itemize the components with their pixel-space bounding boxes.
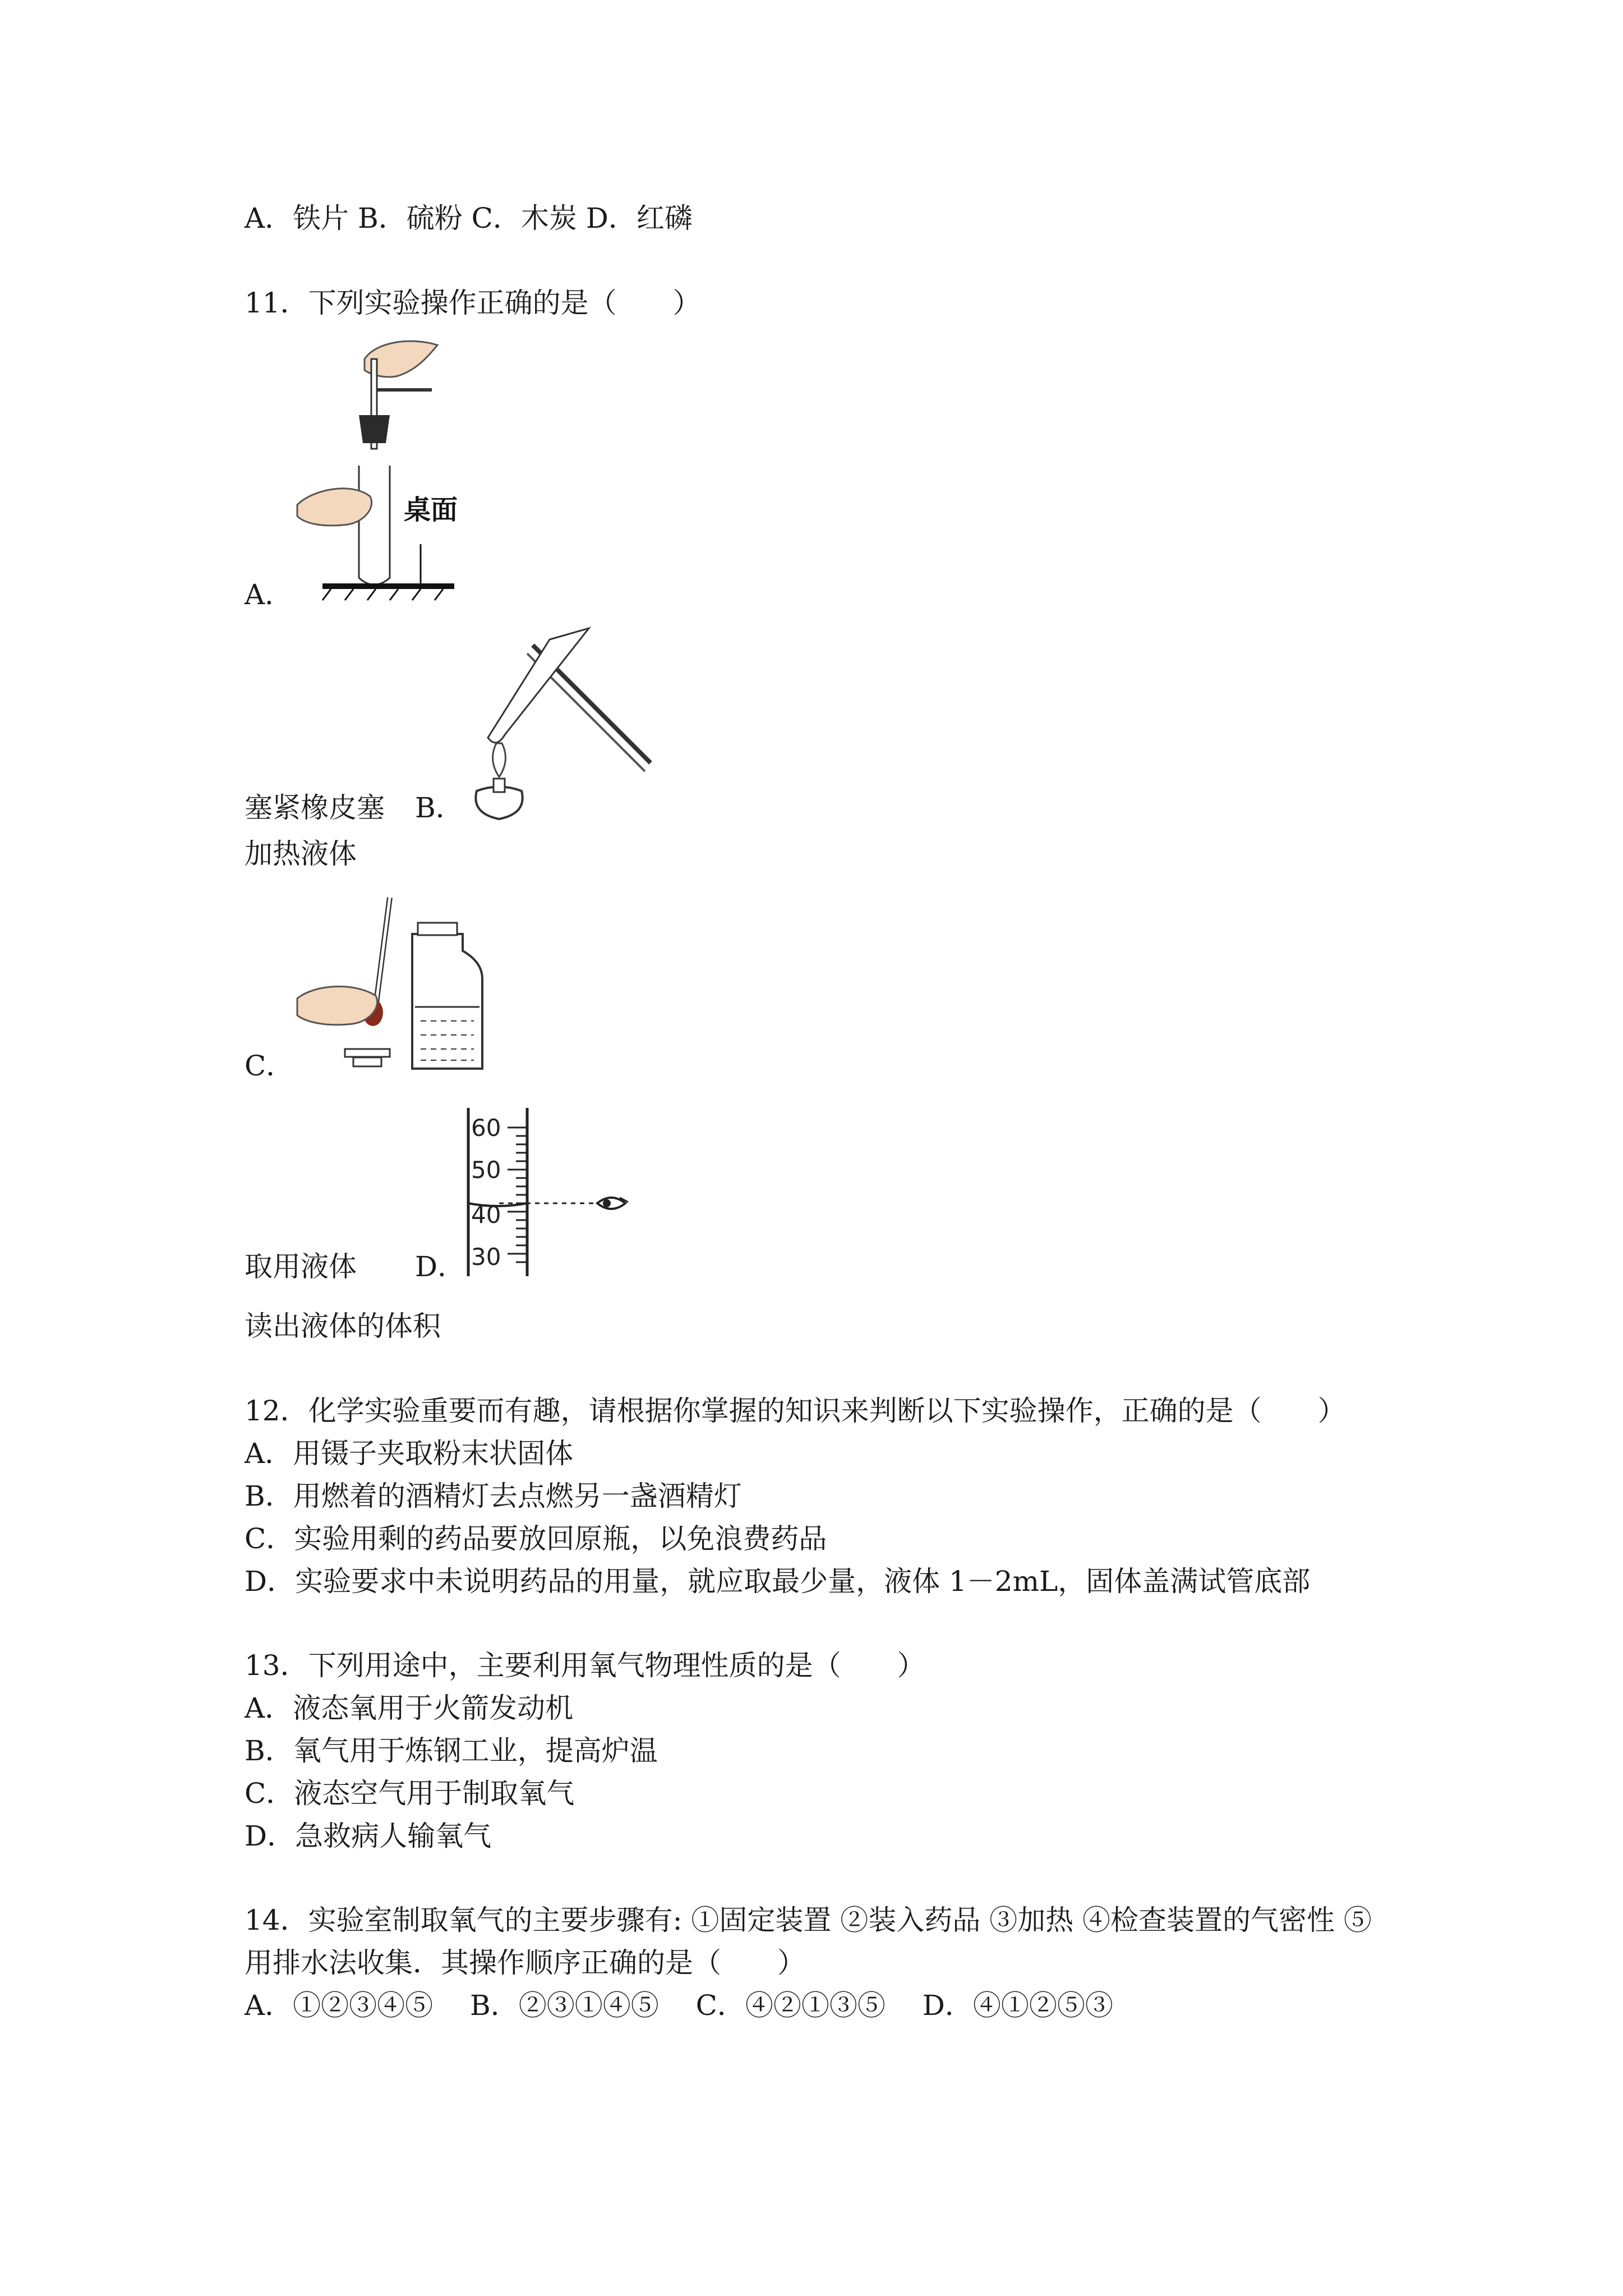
figure-c-dropper-illustration [292, 889, 494, 1080]
q12-option-d: D．实验要求中未说明药品的用量，就应取最少量，液体 1－2mL，固体盖满试管底部 [245, 1565, 1311, 1598]
q12-stem: 12．化学实验重要而有趣，请根据你掌握的知识来判断以下实验操作，正确的是（ ） [245, 1395, 1346, 1427]
q13-option-c: C．液态空气用于制取氧气 [245, 1777, 575, 1810]
q12-option-b: B．用燃着的酒精灯去点燃另一盏酒精灯 [245, 1480, 742, 1512]
q13-option-b: B．氧气用于炼钢工业，提高炉温 [245, 1734, 658, 1767]
q11-option-c-label: C． [245, 1050, 294, 1082]
q10-options: A．铁片 B．硫粉 C．木炭 D．红磷 [245, 202, 693, 234]
table-label: 桌面 [404, 494, 458, 526]
q11-stem: 11．下列实验操作正确的是（ ） [245, 287, 701, 319]
q12-option-c: C．实验用剩的药品要放回原瓶，以免浪费药品 [245, 1522, 827, 1555]
scale-30: 30 [471, 1243, 501, 1271]
q11-option-b-caption: 加热液体 [245, 838, 357, 870]
q13-stem: 13．下列用途中，主要利用氧气物理性质的是（ ） [245, 1649, 925, 1682]
figure-a-stopper-illustration [292, 337, 460, 600]
q11-option-b-label: B． [415, 792, 464, 824]
figure-b-heating-illustration [454, 623, 667, 830]
q14-stem-line2: 用排水法收集．其操作顺序正确的是（ ） [245, 1947, 805, 1979]
scale-50: 50 [471, 1156, 501, 1184]
q13-option-d: D．急救病人输氧气 [245, 1820, 492, 1852]
q11-option-a-label: A． [245, 578, 293, 611]
q14-stem-line1: 14．实验室制取氧气的主要步骤有: ①固定装置 ②装入药品 ③加热 ④检查装置的气密性 ⑤ [245, 1904, 1372, 1936]
figure-d-cylinder-illustration [460, 1102, 639, 1282]
q14-options: A．①②③④⑤ B．②③①④⑤ C．④②①③⑤ D．④①②⑤③ [245, 1989, 1113, 2022]
q11-option-c-caption: 取用液体 [245, 1250, 357, 1283]
q11-option-a-caption: 塞紧橡皮塞 [245, 792, 385, 824]
q11-option-d-caption: 读出液体的体积 [245, 1310, 441, 1342]
q12-option-a: A．用镊子夹取粉末状固体 [245, 1437, 574, 1470]
q11-option-d-label: D． [415, 1250, 466, 1283]
scale-40: 40 [471, 1201, 501, 1228]
q13-option-a: A．液态氧用于火箭发动机 [245, 1692, 574, 1724]
scale-60: 60 [471, 1114, 501, 1142]
